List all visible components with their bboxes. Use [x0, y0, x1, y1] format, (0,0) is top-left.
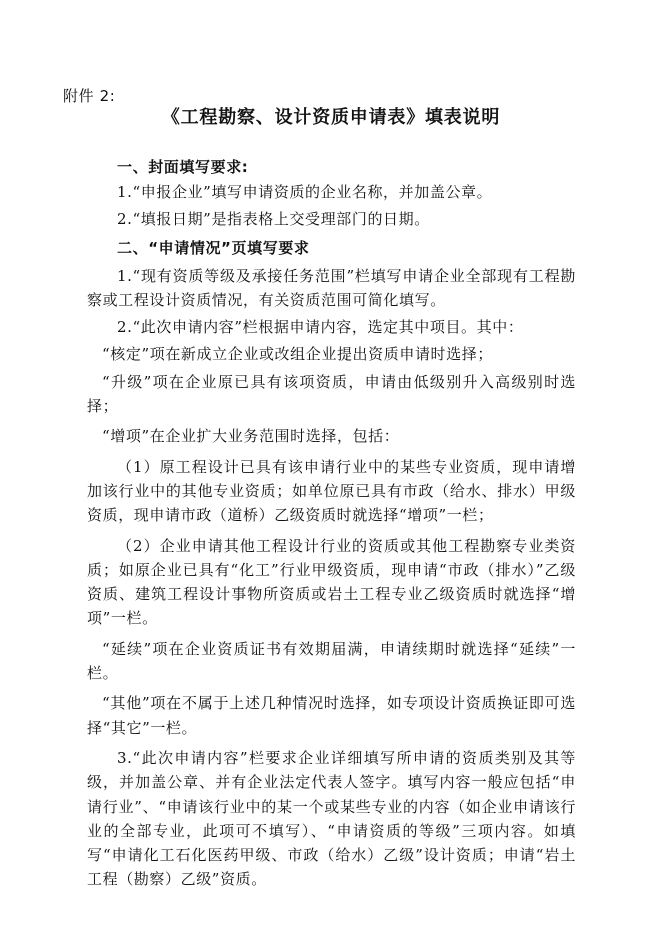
document-title: 《工程勘察、设计资质申请表》填表说明: [161, 107, 501, 128]
paragraph: “其他”项在不属于上述几种情况时选择，如专项设计资质换证即可选择“其它”一栏。: [87, 694, 576, 737]
paragraph: “延续”项在企业资质证书有效期届满，申请续期时就选择“延续”一栏。: [87, 639, 576, 683]
section-heading-application: 二、“申请情况”页填写要求: [117, 238, 310, 257]
paragraph: （2）企业申请其他工程设计行业的资质或其他工程勘察专业类资质；如原企业已具有“化工”行业甲级资质，现申请“市政（排水）”乙级资质、建筑工程设计事物所资质或岩土工程专业乙级资质时就选择“增项”一栏。: [87, 536, 576, 628]
paragraph: 1.“申报企业”填写申请资质的企业名称，并加盖公章。: [117, 183, 493, 201]
attachment-label: 附件 2:: [63, 87, 116, 105]
paragraph: 1.“现有资质等级及承接任务范围”栏填写申请企业全部现有工程勘察或工程设计资质情况，有关资质范围可简化填写。: [87, 266, 576, 309]
section-heading-cover: 一、封面填写要求:: [117, 158, 249, 176]
document-body: [87, 154, 576, 892]
paragraph: （1）原工程设计已具有该申请行业中的某些专业资质，现申请增加该行业中的其他专业资质；如单位原已具有市政（给水、排水）甲级资质，现申请市政（道桥）乙级资质时就选择“增项”一栏；: [87, 457, 576, 525]
paragraph: “核定”项在新成立企业或改组企业提出资质申请时选择；: [102, 345, 493, 364]
paragraph: 2.“填报日期”是指表格上交受理部门的日期。: [117, 210, 430, 229]
paragraph: “增项”在企业扩大业务范围时选择，包括：: [102, 427, 400, 446]
paragraph: “升级”项在企业原已具有该项资质，申请由低级别升入高级别时选择；: [87, 372, 576, 416]
paragraph: 3.“此次申请内容”栏要求企业详细填写所申请的资质类别及其等级，并加盖公章、并有企业法定代表人签字。填写内容一般应包括“申请行业”、“申请该行业中的某一个或某些专业的内容（如企业申请该行业的全部专业，此项可不填写）、“申请资质的等级”三项内容。如填写“申请化工石化医药甲级、市政（给水）乙级”设计资质；申请“岩土工程（勘察）乙级”资质。: [87, 748, 576, 889]
paragraph: 2.“此次申请内容”栏根据申请内容，选定其中项目。其中：: [117, 318, 524, 337]
